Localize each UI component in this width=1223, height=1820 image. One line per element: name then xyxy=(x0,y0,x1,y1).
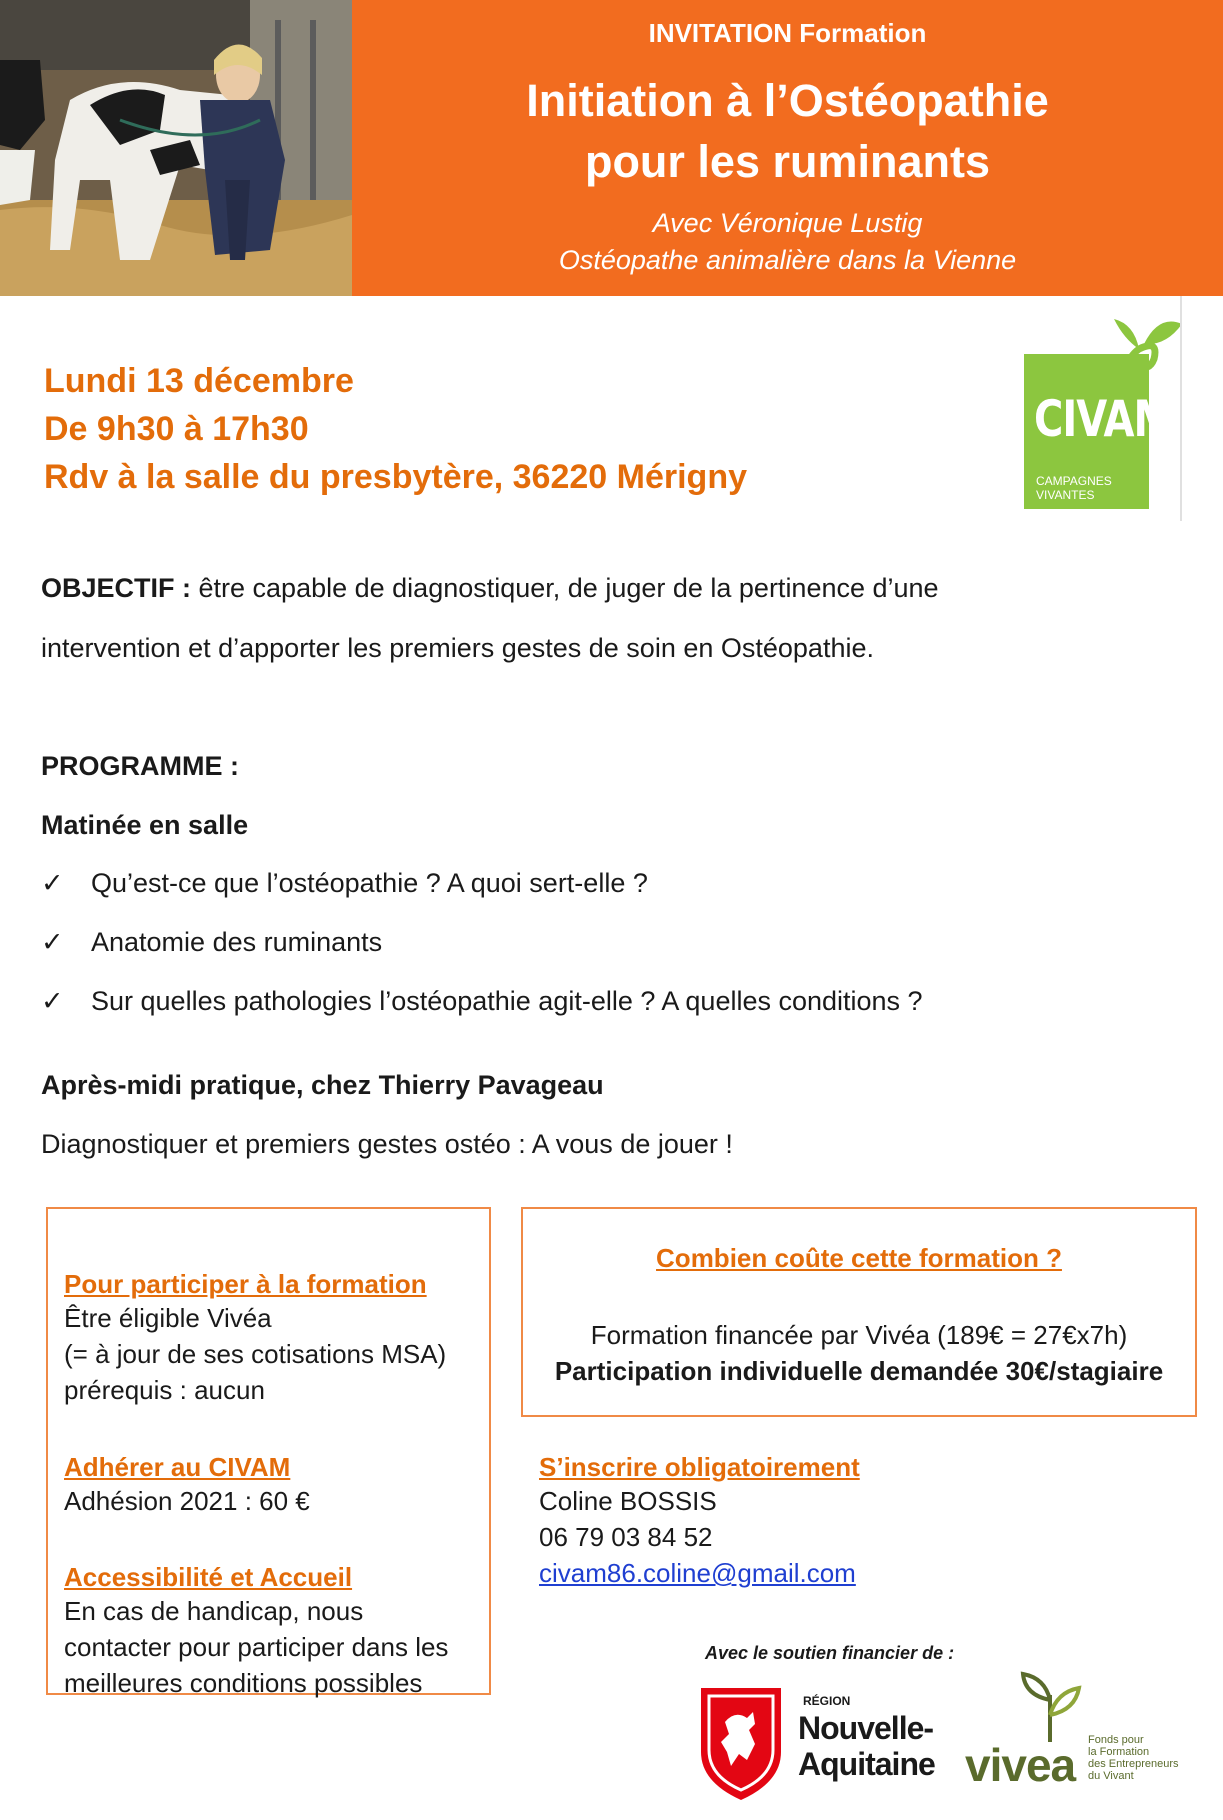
vivea-tagline-3: des Entrepreneurs xyxy=(1088,1758,1179,1770)
programme-item xyxy=(41,986,923,1017)
event-time: De 9h30 à 17h30 xyxy=(44,410,309,448)
access-section xyxy=(64,1562,448,1701)
course-title xyxy=(352,70,1223,192)
programme-item-text: Anatomie des ruminants xyxy=(91,927,383,957)
objectif-line-1 xyxy=(41,573,939,604)
logo-divider xyxy=(1180,296,1182,521)
participate-heading[interactable]: Pour participer à la formation xyxy=(64,1269,427,1299)
participate-line: Être éligible Vivéa xyxy=(64,1303,272,1333)
participate-section xyxy=(64,1269,446,1408)
vivea-tagline xyxy=(1088,1734,1179,1782)
adherer-line: Adhésion 2021 : 60 € xyxy=(64,1486,310,1516)
adherer-section xyxy=(64,1452,310,1519)
participate-line: (= à jour de ses cotisations MSA) xyxy=(64,1339,447,1369)
objectif-line-2: intervention et d’apporter les premiers gestes de soin en Ostéopathie. xyxy=(41,633,874,663)
vivea-tagline-2: la Formation xyxy=(1088,1746,1150,1758)
participation-box xyxy=(46,1207,491,1698)
civam-logo-word: CIVAM xyxy=(1034,391,1173,449)
region-name xyxy=(798,1710,935,1782)
cost-heading[interactable]: Combien coûte cette formation ? xyxy=(656,1243,1062,1273)
region-shield-icon xyxy=(695,1682,787,1804)
access-heading[interactable]: Accessibilité et Accueil xyxy=(64,1562,353,1592)
access-line: meilleures conditions possibles xyxy=(64,1668,423,1698)
event-place: Rdv à la salle du presbytère, 36220 Mérigny xyxy=(44,458,747,496)
adherer-heading[interactable]: Adhérer au CIVAM xyxy=(64,1452,291,1482)
inscription-heading[interactable]: S’inscrire obligatoirement xyxy=(539,1452,860,1482)
event-date: Lundi 13 décembre xyxy=(44,362,354,400)
vivea-tagline-1: Fonds pour xyxy=(1088,1734,1144,1746)
afternoon-title: Après-midi pratique, chez Thierry Pavageau xyxy=(41,1070,604,1100)
region-small-label: RÉGION xyxy=(803,1694,851,1708)
access-line: contacter pour participer dans les xyxy=(64,1632,449,1662)
civam-logo xyxy=(1024,296,1184,526)
objectif-label: OBJECTIF : xyxy=(41,573,192,603)
programme-item xyxy=(41,927,382,958)
invitation-kicker: INVITATION Formation xyxy=(648,18,927,48)
inscription-section xyxy=(539,1452,860,1591)
civam-tagline-1: CAMPAGNES xyxy=(1036,474,1112,488)
header-banner xyxy=(352,0,1223,296)
checkmark-icon: ✓ xyxy=(41,868,64,898)
civam-logo-tagline xyxy=(1036,474,1112,502)
farmer-cow-photo xyxy=(0,0,352,296)
access-line: En cas de handicap, nous xyxy=(64,1596,364,1626)
vivea-word: vivea xyxy=(965,1739,1076,1791)
course-title-line-2: pour les ruminants xyxy=(584,136,991,187)
vivea-tagline-4: du Vivant xyxy=(1088,1770,1134,1782)
programme-label: PROGRAMME : xyxy=(41,751,239,781)
afternoon-text: Diagnostiquer et premiers gestes ostéo : A vous de jouer ! xyxy=(41,1129,733,1159)
vivea-leaf-icon xyxy=(1015,1670,1085,1745)
cost-participation-line: Participation individuelle demandée 30€/stagiaire xyxy=(554,1356,1164,1386)
region-name-line-2: Aquitaine xyxy=(798,1746,935,1782)
cost-funding-line: Formation financée par Vivéa (189€ = 27€x7h) xyxy=(590,1320,1128,1350)
vivea-logo xyxy=(963,1668,1198,1808)
programme-item-text: Qu’est-ce que l’ostéopathie ? A quoi sert-elle ? xyxy=(91,868,648,898)
course-title-line-1: Initiation à l’Ostéopathie xyxy=(526,75,1049,126)
cost-heading-wrap xyxy=(523,1243,1195,1274)
morning-title: Matinée en salle xyxy=(41,810,249,840)
checkmark-icon: ✓ xyxy=(41,927,64,957)
programme-item-text: Sur quelles pathologies l’ostéopathie agit-elle ? A quelles conditions ? xyxy=(91,986,923,1016)
header xyxy=(0,0,1223,296)
contact-name: Coline BOSSIS xyxy=(539,1486,717,1516)
contact-phone[interactable]: 06 79 03 84 52 xyxy=(539,1522,713,1552)
region-name-line-1: Nouvelle- xyxy=(798,1710,934,1746)
header-photo xyxy=(0,0,352,296)
objectif-text-1: être capable de diagnostiquer, de juger de la pertinence d’une xyxy=(191,573,939,603)
support-label: Avec le soutien financier de : xyxy=(705,1643,955,1663)
region-nouvelle-aquitaine-logo xyxy=(695,1672,940,1807)
programme-item xyxy=(41,868,648,899)
instructor-name: Avec Véronique Lustig xyxy=(652,208,923,238)
checkmark-icon: ✓ xyxy=(41,986,64,1016)
contact-email-link[interactable]: civam86.coline@gmail.com xyxy=(539,1558,856,1588)
instructor-role: Ostéopathe animalière dans la Vienne xyxy=(558,245,1017,275)
participate-line: prérequis : aucun xyxy=(64,1375,265,1405)
cost-box xyxy=(521,1207,1197,1417)
civam-tagline-2: VIVANTES xyxy=(1036,488,1095,502)
